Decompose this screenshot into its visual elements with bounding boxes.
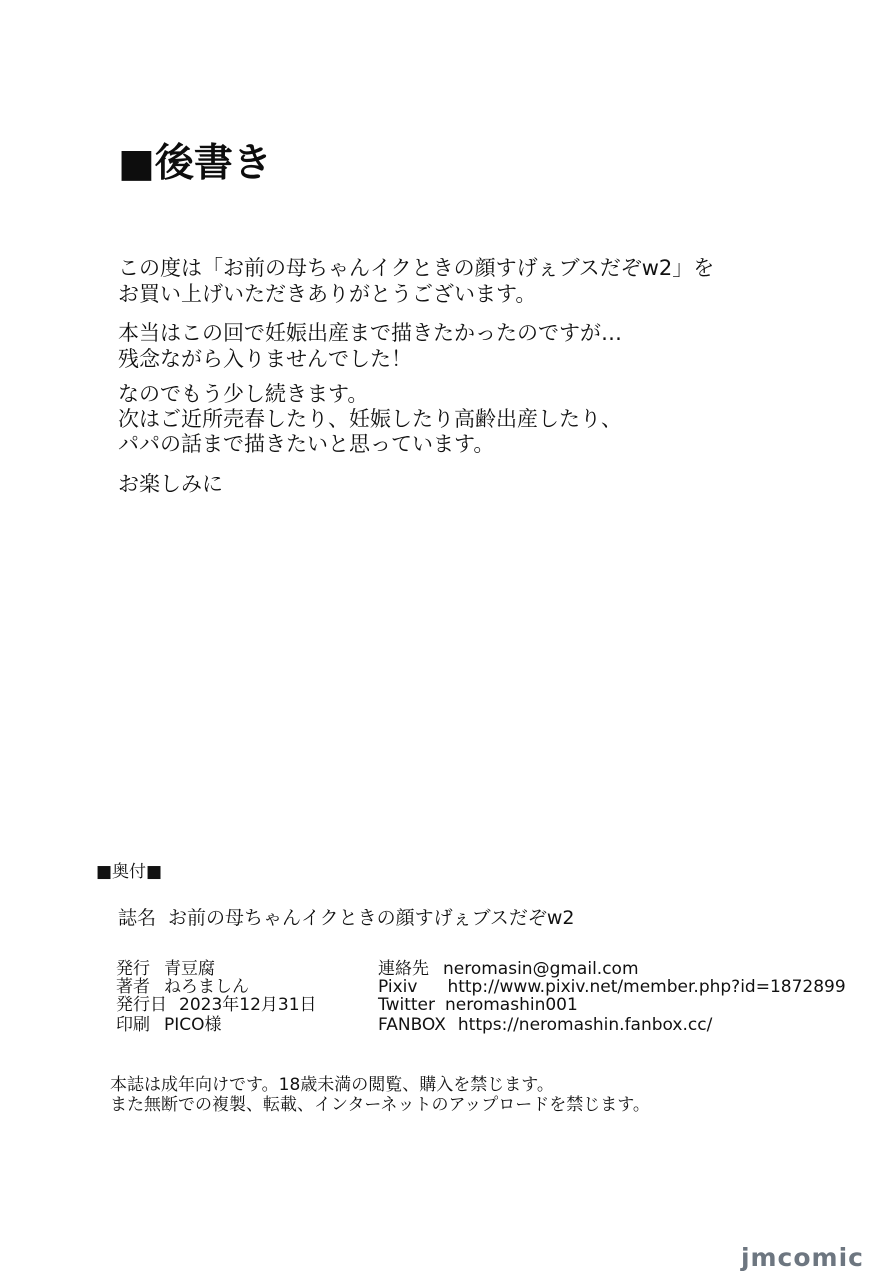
watermark-logo: jmcomic [740, 1243, 864, 1272]
printer-label: 印刷 [116, 1015, 150, 1035]
afterword-line: なのでもう少し続きます。 [118, 382, 369, 406]
magazine-row [118, 906, 575, 930]
publisher-value: 青豆腐 [164, 959, 215, 979]
pixiv-link[interactable]: http://www.pixiv.net/member.php?id=1872899 [447, 977, 846, 997]
afterword-line: この度は「お前の母ちゃんイクときの顔すげぇブスだぞw2」を [118, 256, 715, 280]
magazine-title: お前の母ちゃんイクときの顔すげぇブスだぞw2 [168, 907, 575, 929]
afterword-heading: ■後書き [118, 141, 272, 186]
author-value: ねろましん [164, 977, 249, 997]
afterword-line: 本当はこの回で妊娠出産まで描きたかったのですが… [118, 321, 622, 345]
afterword-line: お買い上げいただきありがとうございます。 [118, 282, 537, 306]
printer-row [116, 1016, 222, 1035]
fanbox-link[interactable]: https://neromashin.fanbox.cc/ [457, 1015, 713, 1035]
twitter-label: Twitter [378, 995, 435, 1015]
contact-label: 連絡先 [378, 959, 429, 979]
afterword-line: 残念ながら入りませんでした！ [118, 347, 412, 371]
fanbox-row [378, 1016, 712, 1035]
date-value: 2023年12月31日 [179, 995, 317, 1015]
afterword-line: パパの話まで描きたいと思っています。 [118, 432, 495, 456]
notice-line: また無断での複製、転載、インターネットのアップロードを禁じます。 [110, 1095, 650, 1115]
magazine-label: 誌名 [118, 907, 157, 929]
afterword-line: お楽しみに [118, 472, 223, 496]
colophon-heading: ■奥付■ [96, 862, 163, 882]
pixiv-label: Pixiv [378, 977, 418, 997]
contact-email[interactable]: neromasin@gmail.com [443, 959, 639, 979]
publisher-label: 発行 [116, 959, 150, 979]
twitter-handle[interactable]: neromashin001 [444, 995, 578, 1015]
author-label: 著者 [116, 977, 150, 997]
printer-value: PICO様 [164, 1015, 222, 1035]
twitter-row [378, 996, 578, 1015]
date-label: 発行日 [116, 995, 167, 1015]
fanbox-label: FANBOX [378, 1015, 446, 1035]
notice-line: 本誌は成年向けです。18歳未満の閲覧、購入を禁じます。 [110, 1075, 554, 1095]
afterword-line: 次はご近所売春したり、妊娠したり高齢出産したり、 [118, 407, 622, 431]
date-row [116, 996, 317, 1015]
